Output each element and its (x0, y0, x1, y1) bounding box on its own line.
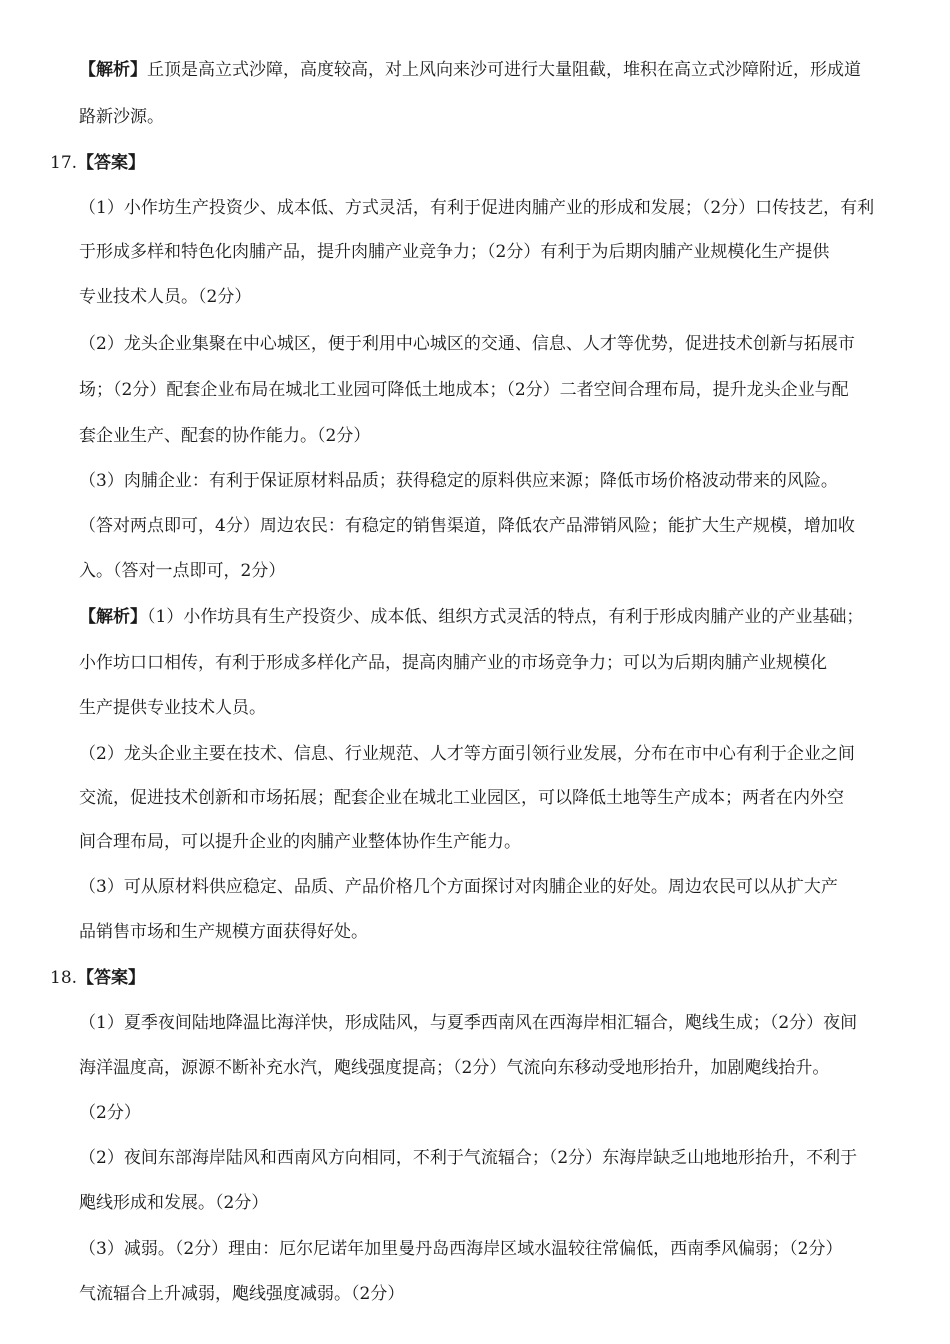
question-number: 18. (50, 968, 78, 988)
answer-18-line-4 (0, 1146, 950, 1170)
line-text: （答对两点即可，4分）周边农民：有稳定的销售渠道，降低农产品滞销风险；能扩大生产规模，增加收 (79, 516, 855, 536)
line-text: 品销售市场和生产规模方面获得好处。 (79, 922, 368, 942)
line-text: （2）夜间东部海岸陆风和西南风方向相同，不利于气流辐合；（2分）东海岸缺乏山地地形抬升，不利于 (79, 1148, 858, 1168)
answer-18-line-2 (0, 1056, 950, 1080)
line-text: （2）龙头企业集聚在中心城区，便于利用中心城区的交通、信息、人才等优势，促进技术创新与拓展市 (79, 334, 855, 354)
line-text: 飑线形成和发展。（2分） (79, 1193, 269, 1213)
line-text: （1）小作坊具有生产投资少、成本低、组织方式灵活的特点，有利于形成肉脯产业的产业基础； (147, 607, 864, 627)
answer-17-line-1 (0, 196, 950, 220)
line-text: 交流，促进技术创新和市场拓展；配套企业在城北工业园区，可以降低土地等生产成本；两者在内外空 (79, 788, 844, 808)
answer-17-line-9 (0, 559, 950, 583)
answer-tag: 【答案】 (77, 968, 146, 988)
answer-17-line-5 (0, 378, 950, 402)
line-text: 间合理布局，可以提升企业的肉脯产业整体协作生产能力。 (79, 832, 521, 852)
answer-18-line-3 (0, 1101, 950, 1125)
question-18-heading (0, 966, 950, 990)
answer-17-line-2 (0, 240, 950, 264)
answer-tag: 【答案】 (77, 153, 146, 173)
answer-17-line-6 (0, 424, 950, 448)
line-text: 海洋温度高，源源不断补充水汽，飑线强度提高；（2分）气流向东移动受地形抬升，加剧飑线抬升。 (79, 1058, 830, 1078)
line-text: （3）可从原材料供应稳定、品质、产品价格几个方面探讨对肉脯企业的好处。周边农民可以从扩大产 (79, 877, 838, 897)
analysis-17-line-1 (0, 605, 950, 629)
answer-18-line-7 (0, 1282, 950, 1306)
line-text: （3）肉脯企业：有利于保证原材料品质；获得稳定的原料供应来源；降低市场价格波动带来的风险。 (79, 471, 838, 491)
answer-17-line-3 (0, 285, 950, 309)
line-text: （3）减弱。（2分）理由：厄尔尼诺年加里曼丹岛西海岸区域水温较往常偏低，西南季风偏弱；（2分） (79, 1239, 843, 1259)
line-text: 入。（答对一点即可，2分） (79, 561, 286, 581)
line-text: （2）龙头企业主要在技术、信息、行业规范、人才等方面引领行业发展，分布在市中心有利于企业之间 (79, 744, 855, 764)
analysis-17-line-7 (0, 875, 950, 899)
answer-17-line-7 (0, 469, 950, 493)
line-text: 路新沙源。 (79, 107, 164, 127)
analysis-16-line-2 (0, 105, 950, 129)
analysis-tag: 【解析】 (79, 607, 147, 627)
line-text: 小作坊口口相传，有利于形成多样化产品，提高肉脯产业的市场竞争力；可以为后期肉脯产业规模化 (79, 653, 827, 673)
line-text: （1）夏季夜间陆地降温比海洋快，形成陆风，与夏季西南风在西海岸相汇辐合，飑线生成；（2分）夜间 (79, 1013, 858, 1033)
answer-17-line-4 (0, 332, 950, 356)
line-text: 生产提供专业技术人员。 (79, 698, 266, 718)
question-17-heading (0, 151, 950, 175)
question-number: 17. (50, 153, 78, 173)
analysis-17-line-6 (0, 830, 950, 854)
analysis-17-line-4 (0, 742, 950, 766)
line-text: 于形成多样和特色化肉脯产品，提升肉脯产业竞争力；（2分）有利于为后期肉脯产业规模化生产提供 (79, 242, 830, 262)
line-text: 场；（2分）配套企业布局在城北工业园可降低土地成本；（2分）二者空间合理布局，提升龙头企业与配 (79, 380, 849, 400)
analysis-17-line-8 (0, 920, 950, 944)
line-text: （2分） (79, 1103, 141, 1123)
line-text: 气流辐合上升减弱，飑线强度减弱。（2分） (79, 1284, 405, 1304)
line-text: 丘顶是高立式沙障，高度较高，对上风向来沙可进行大量阻截，堆积在高立式沙障附近，形成道 (147, 60, 861, 80)
line-text: 专业技术人员。（2分） (79, 287, 252, 307)
line-text: （1）小作坊生产投资少、成本低、方式灵活，有利于促进肉脯产业的形成和发展；（2分）口传技艺，有利 (79, 198, 875, 218)
answer-18-line-5 (0, 1191, 950, 1215)
answer-17-line-8 (0, 514, 950, 538)
analysis-17-line-3 (0, 696, 950, 720)
answer-18-line-1 (0, 1011, 950, 1035)
answer-18-line-6 (0, 1237, 950, 1261)
analysis-tag: 【解析】 (79, 60, 147, 80)
analysis-17-line-5 (0, 786, 950, 810)
line-text: 套企业生产、配套的协作能力。（2分） (79, 426, 371, 446)
analysis-17-line-2 (0, 651, 950, 675)
analysis-16-line-1 (0, 58, 950, 82)
